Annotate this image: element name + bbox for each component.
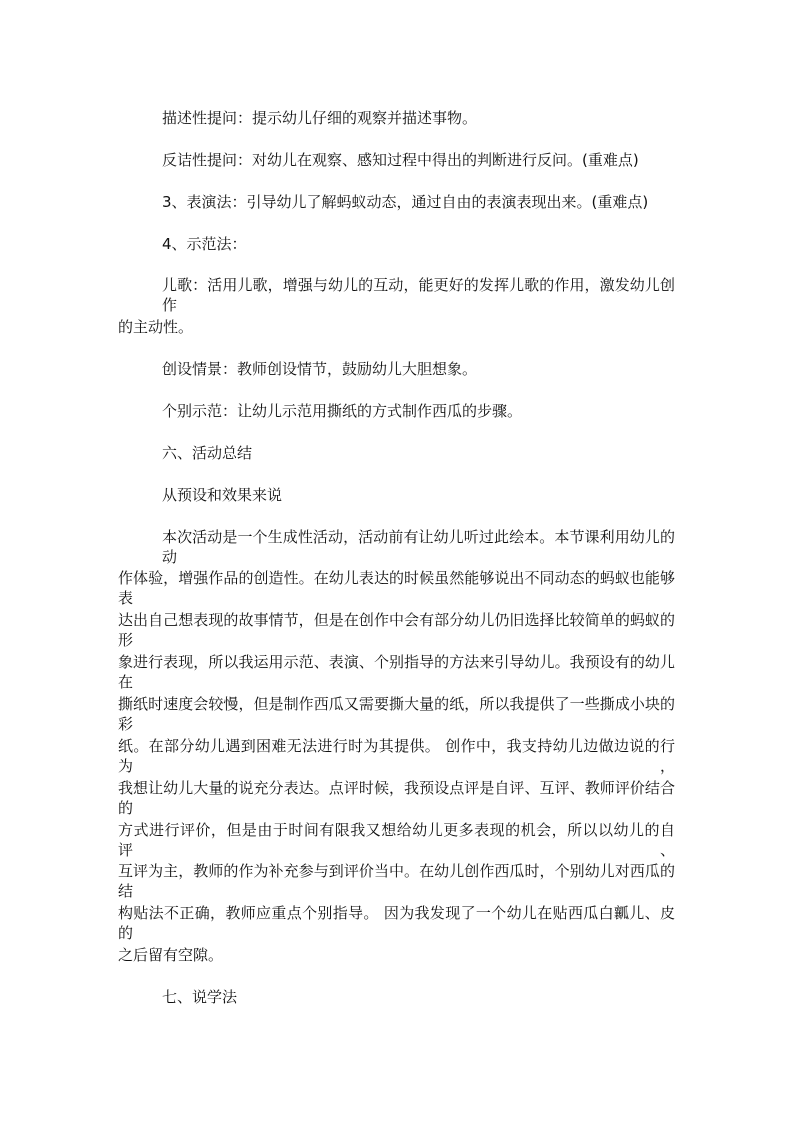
text-line: 方式进行评价，但是由于时间有限我又想给幼儿更多表现的机会，所以以幼儿的自评、 bbox=[118, 821, 675, 859]
text-line: 撕纸时速度会较慢，但是制作西瓜又需要撕大量的纸，所以我提供了一些撕成小块的彩 bbox=[118, 695, 675, 733]
text-line: 创设情景：教师创设情节，鼓励幼儿大胆想象。 bbox=[162, 360, 478, 378]
text-line: 本次活动是一个生成性活动，活动前有让幼儿听过此绘本。本节课利用幼儿的动 bbox=[162, 528, 675, 566]
text-line: 个别示范：让幼儿示范用撕纸的方式制作西瓜的步骤。 bbox=[162, 402, 523, 420]
text-line: 之后留有空隙。 bbox=[118, 946, 224, 964]
section-heading: 七、说学法 bbox=[162, 988, 238, 1006]
subheading: 从预设和效果来说 bbox=[162, 486, 283, 504]
section-heading: 六、活动总结 bbox=[162, 444, 253, 462]
text-line: 儿歌：活用儿歌，增强与幼儿的互动，能更好的发挥儿歌的作用，激发幼儿创作 bbox=[162, 276, 675, 314]
text-line: 达出自己想表现的故事情节，但是在创作中会有部分幼儿仍旧选择比较简单的蚂蚁的形 bbox=[118, 611, 675, 649]
text-line: 象进行表现，所以我运用示范、表演、个别指导的方法来引导幼儿。我预设有的幼儿在 bbox=[118, 653, 675, 691]
text-line: 作体验，增强作品的创造性。在幼儿表达的时候虽然能够说出不同动态的蚂蚁也能够表 bbox=[118, 569, 675, 607]
text-line: 4、示范法： bbox=[162, 235, 247, 253]
text-line: 我想让幼儿大量的说充分表达。点评时候，我预设点评是自评、互评、教师评价结合的 bbox=[118, 779, 675, 817]
text-line: 3、表演法：引导幼儿了解蚂蚁动态，通过自由的表演表现出来。(重难点) bbox=[162, 193, 649, 211]
text-line: 构贴法不正确，教师应重点个别指导。 因为我发现了一个幼儿在贴西瓜白瓤儿、皮的 bbox=[118, 904, 675, 942]
text-line: 互评为主，教师的作为补充参与到评价当中。在幼儿创作西瓜时，个别幼儿对西瓜的结 bbox=[118, 862, 675, 900]
text-line: 描述性提问：提示幼儿仔细的观察并描述事物。 bbox=[162, 109, 478, 127]
text-line: 的主动性。 bbox=[118, 318, 194, 336]
text-line: 纸。在部分幼儿遇到困难无法进行时为其提供。 创作中，我支持幼儿边做边说的行为， bbox=[118, 737, 675, 775]
text-line: 反诘性提问：对幼儿在观察、感知过程中得出的判断进行反问。(重难点) bbox=[162, 151, 639, 169]
